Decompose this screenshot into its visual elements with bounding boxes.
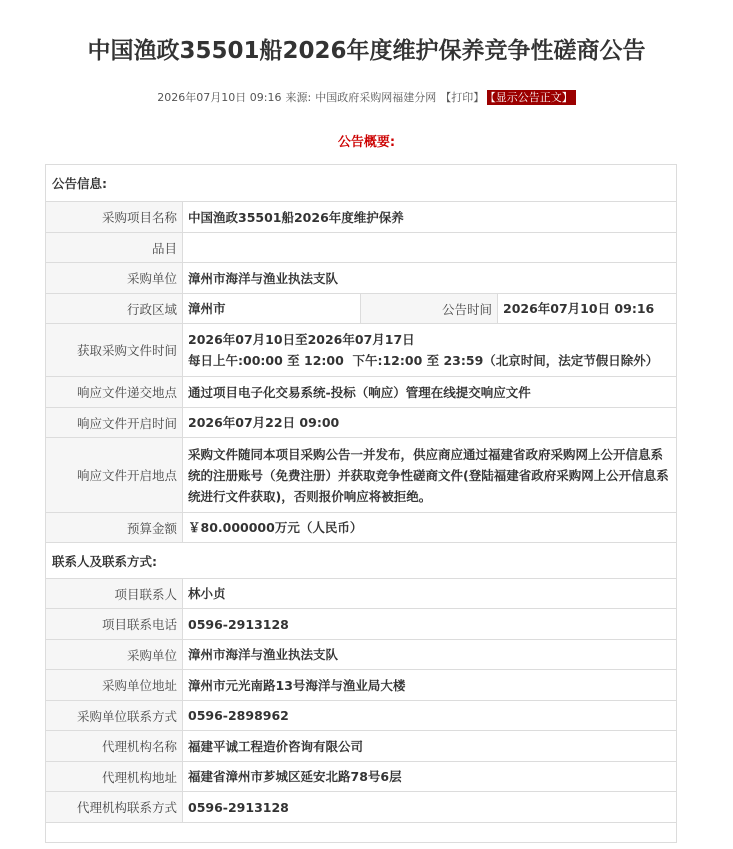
label-publish-time: 公告时间 bbox=[361, 294, 498, 324]
publish-date: 2026年07月10日 09:16 bbox=[157, 91, 282, 104]
notice-summary-table bbox=[45, 164, 677, 843]
show-full-text-button[interactable]: 【显示公告正文】 bbox=[487, 90, 576, 105]
value-open-time: 2026年07月22日 09:00 bbox=[183, 408, 677, 438]
label-contact-purchaser: 采购单位 bbox=[46, 640, 183, 670]
value-open-place: 采购文件随同本项目采购公告一并发布，供应商应通过福建省政府采购网上公开信息系统的注册账号（免费注册）并获取竞争性磋商文件(登陆福建省政府采购网上公开信息系统进行文件获取)，否则报价响应将被拒绝。 bbox=[183, 438, 677, 513]
group-row-notice-info bbox=[46, 165, 677, 202]
value-submit-place: 通过项目电子化交易系统-投标（响应）管理在线提交响应文件 bbox=[183, 377, 677, 408]
table-row bbox=[46, 294, 677, 324]
value-purchaser: 漳州市海洋与渔业执法支队 bbox=[183, 263, 677, 294]
label-open-time: 响应文件开启时间 bbox=[46, 408, 183, 438]
group-row-contact-info bbox=[46, 543, 677, 579]
summary-heading: 公告概要: bbox=[337, 135, 396, 150]
value-agency-addr: 福建省漳州市芗城区延安北路78号6层 bbox=[183, 762, 677, 792]
label-doc-time: 获取采购文件时间 bbox=[46, 324, 183, 377]
value-budget: ￥80.000000万元（人民币） bbox=[183, 513, 677, 543]
label-purchaser: 采购单位 bbox=[46, 263, 183, 294]
table-row bbox=[46, 324, 677, 377]
value-publish-time: 2026年07月10日 09:16 bbox=[498, 294, 677, 324]
group-heading-notice-info: 公告信息: bbox=[46, 165, 677, 202]
table-row bbox=[46, 438, 677, 513]
source-label: 来源: bbox=[285, 91, 312, 104]
print-link[interactable]: 【打印】 bbox=[440, 91, 485, 104]
value-region: 漳州市 bbox=[183, 294, 361, 324]
notice-meta bbox=[0, 89, 733, 105]
label-submit-place: 响应文件递交地点 bbox=[46, 377, 183, 408]
table-row bbox=[46, 377, 677, 408]
table-row bbox=[46, 408, 677, 438]
label-purchaser-addr: 采购单位地址 bbox=[46, 670, 183, 701]
label-agency-phone: 代理机构联系方式 bbox=[46, 792, 183, 823]
table-row bbox=[46, 670, 677, 701]
table-row bbox=[46, 233, 677, 263]
table-row bbox=[46, 609, 677, 640]
table-row bbox=[46, 762, 677, 792]
label-project-name: 采购项目名称 bbox=[46, 202, 183, 233]
doc-time-range: 2026年07月10日至2026年07月17日 bbox=[188, 332, 415, 347]
value-purchaser-phone: 0596-2898962 bbox=[183, 701, 677, 731]
table-row bbox=[46, 579, 677, 609]
label-region: 行政区域 bbox=[46, 294, 183, 324]
table-row bbox=[46, 513, 677, 543]
value-purchaser-addr: 漳州市元光南路13号海洋与渔业局大楼 bbox=[183, 670, 677, 701]
value-category bbox=[183, 233, 677, 263]
table-row bbox=[46, 640, 677, 670]
value-project-phone: 0596-2913128 bbox=[183, 609, 677, 640]
label-project-contact: 项目联系人 bbox=[46, 579, 183, 609]
table-row bbox=[46, 823, 677, 843]
table-row bbox=[46, 731, 677, 762]
value-project-name: 中国渔政35501船2026年度维护保养 bbox=[183, 202, 677, 233]
page-title: 中国渔政35501船2026年度维护保养竞争性磋商公告 bbox=[87, 38, 646, 64]
doc-time-hours: 每日上午:00:00 至 12:00 下午:12:00 至 23:59（北京时间，法定节假日除外） bbox=[188, 353, 659, 368]
label-open-place: 响应文件开启地点 bbox=[46, 438, 183, 513]
table-row bbox=[46, 202, 677, 233]
table-row bbox=[46, 792, 677, 823]
value-project-contact: 林小贞 bbox=[183, 579, 677, 609]
label-project-phone: 项目联系电话 bbox=[46, 609, 183, 640]
label-budget: 预算金额 bbox=[46, 513, 183, 543]
label-category: 品目 bbox=[46, 233, 183, 263]
source-link[interactable]: 中国政府采购网福建分网 bbox=[315, 91, 437, 104]
value-doc-time bbox=[183, 324, 677, 377]
table-row bbox=[46, 263, 677, 294]
label-purchaser-phone: 采购单位联系方式 bbox=[46, 701, 183, 731]
value-contact-purchaser: 漳州市海洋与渔业执法支队 bbox=[183, 640, 677, 670]
label-agency: 代理机构名称 bbox=[46, 731, 183, 762]
value-agency-phone: 0596-2913128 bbox=[183, 792, 677, 823]
value-agency: 福建平诚工程造价咨询有限公司 bbox=[183, 731, 677, 762]
table-row bbox=[46, 701, 677, 731]
table-row-continued bbox=[46, 823, 677, 843]
group-heading-contact-info: 联系人及联系方式: bbox=[46, 543, 677, 579]
label-agency-addr: 代理机构地址 bbox=[46, 762, 183, 792]
